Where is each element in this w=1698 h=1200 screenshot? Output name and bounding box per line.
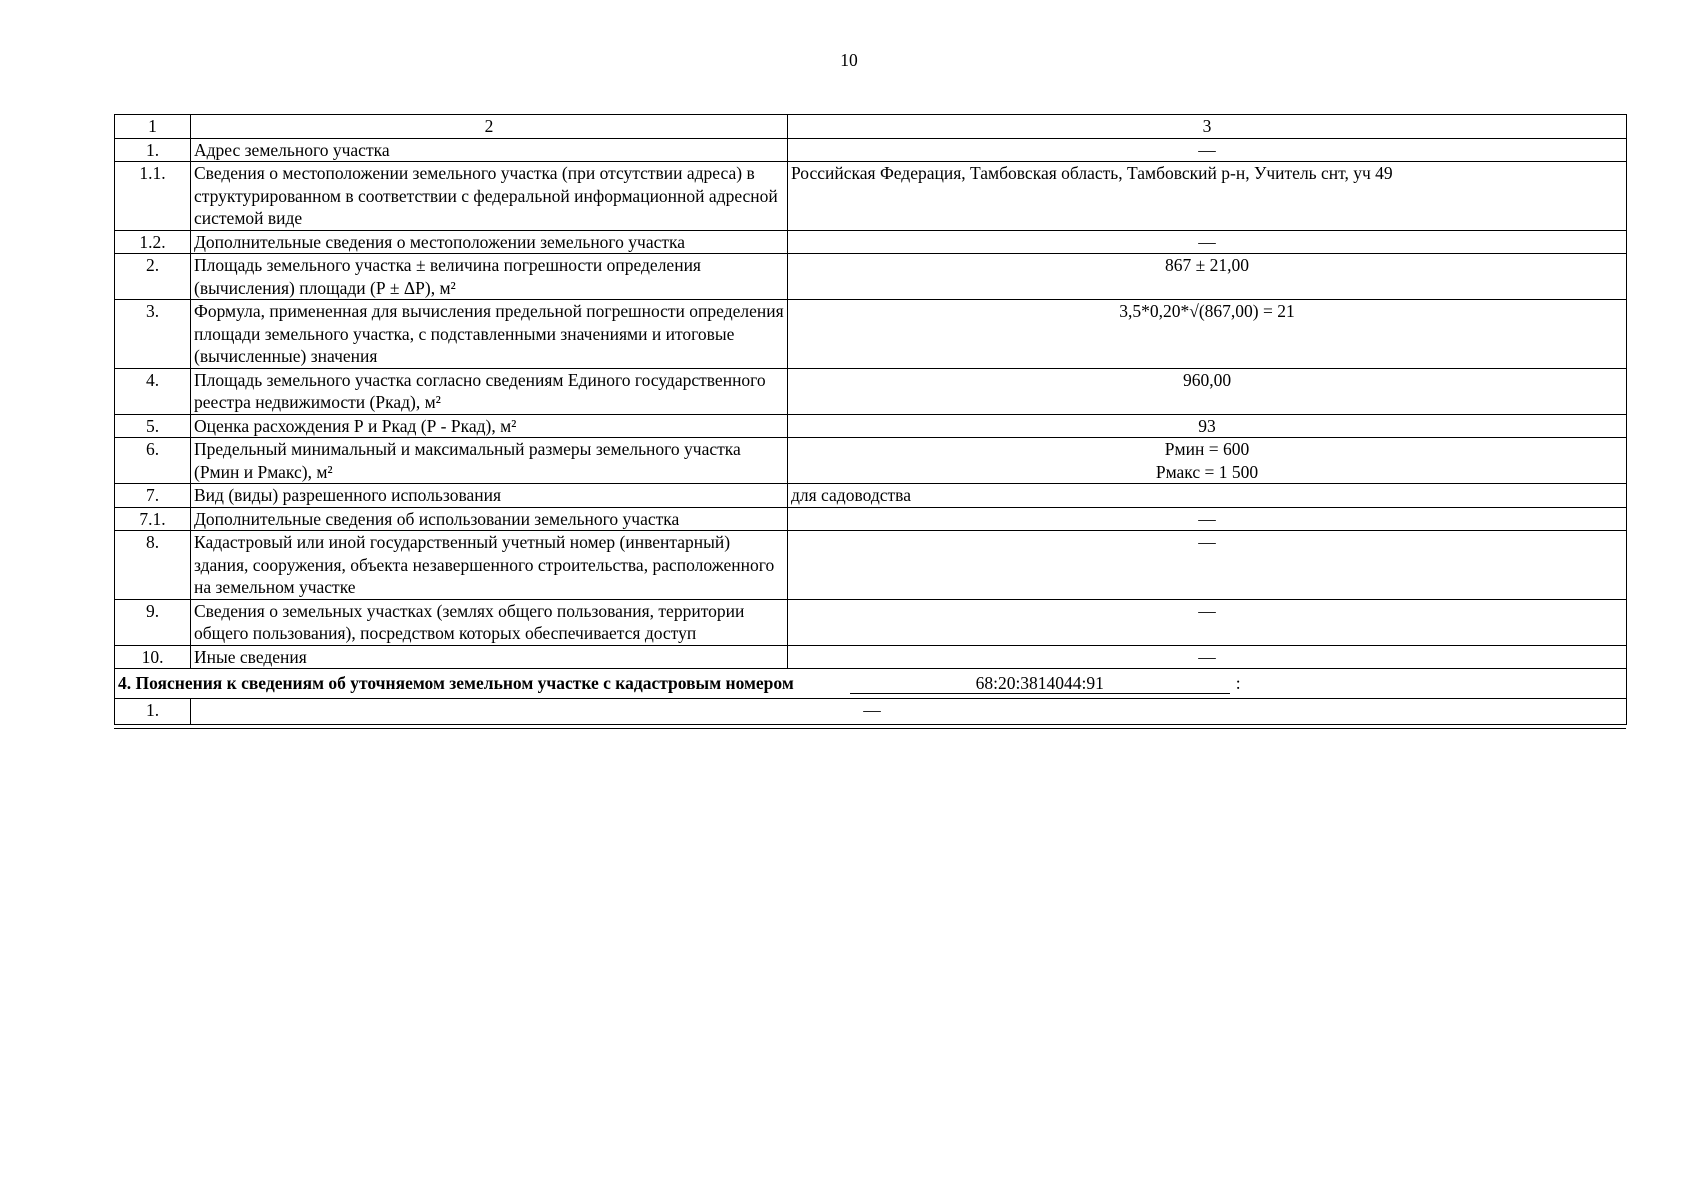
row-number: 1.1. [115,162,191,231]
table-row [115,531,1627,600]
row-number: 7. [115,484,191,508]
row-label: Формула, примененная для вычисления предельной погрешности определения площади земельного участка, с подставленными значениями и итоговые (вычисленные) значения [191,300,788,369]
table-row [115,162,1627,231]
table-row [115,138,1627,162]
row-value [788,438,1627,484]
header-col-1: 1 [115,115,191,139]
row-number: 1. [115,698,191,724]
table-row [115,645,1627,669]
page-number: 10 [840,50,858,70]
section-4-heading [115,669,1627,699]
land-plot-table [114,114,1627,725]
row-number: 8. [115,531,191,600]
row-number: 1.2. [115,230,191,254]
row-label: Дополнительные сведения о местоположении земельного участка [191,230,788,254]
row-value: 960,00 [788,368,1627,414]
row-number: 2. [115,254,191,300]
row-value: — [788,138,1627,162]
cadastral-colon: : [1235,673,1241,693]
row-label: Иные сведения [191,645,788,669]
table-row [115,230,1627,254]
section-4-row [115,698,1627,724]
row-label: Оценка расхождения Р и Ркад (Р - Ркад), м² [191,414,788,438]
row-label: Адрес земельного участка [191,138,788,162]
row-number: 10. [115,645,191,669]
section-4-title: 4. Пояснения к сведениям об уточняемом земельном участке с кадастровым номером [118,673,794,693]
table-row [115,300,1627,369]
table-row [115,438,1627,484]
row-number: 7.1. [115,507,191,531]
row-label: Площадь земельного участка согласно сведениям Единого государственного реестра недвижимости (Ркад), м² [191,368,788,414]
table-header-row [115,115,1627,139]
row-value: — [788,599,1627,645]
row-value: для садоводства [788,484,1627,508]
cadastral-number: 68:20:3814044:91 [850,673,1230,694]
row-number: 1. [115,138,191,162]
max-size-value: Рмакс = 1 500 [1155,461,1259,482]
row-number: 6. [115,438,191,484]
row-value: — [788,645,1627,669]
row-number: 5. [115,414,191,438]
table-row [115,507,1627,531]
row-label: Кадастровый или иной государственный учетный номер (инвентарный) здания, сооружения, объекта незавершенного строительства, расположенного на земельном участке [191,531,788,600]
table-bottom-rule [114,728,1626,729]
row-label: Дополнительные сведения об использовании земельного участка [191,507,788,531]
row-label: Сведения о местоположении земельного участка (при отсутствии адреса) в структурированном в соответствии с федеральной информационной адресной системой виде [191,162,788,231]
row-value: — [788,230,1627,254]
row-value: — [191,698,1627,724]
row-value: 93 [788,414,1627,438]
row-number: 4. [115,368,191,414]
table-row [115,484,1627,508]
row-value: 3,5*0,20*√(867,00) = 21 [788,300,1627,369]
row-label: Площадь земельного участка ± величина погрешности определения (вычисления) площади (Р ± ΔР), м² [191,254,788,300]
row-value: 867 ± 21,00 [788,254,1627,300]
table-row [115,414,1627,438]
header-col-3: 3 [788,115,1627,139]
row-label: Сведения о земельных участках (землях общего пользования, территории общего пользования), посредством которых обеспечивается доступ [191,599,788,645]
row-number: 3. [115,300,191,369]
table-row [115,254,1627,300]
row-value: Российская Федерация, Тамбовская область, Тамбовский р-н, Учитель снт, уч 49 [788,162,1627,231]
min-size-value: Рмин = 600 [1164,439,1250,459]
row-label: Вид (виды) разрешенного использования [191,484,788,508]
header-col-2: 2 [191,115,788,139]
cadastral-number-field [850,672,1241,695]
table-row [115,368,1627,414]
row-number: 9. [115,599,191,645]
section-4-heading-row [115,669,1627,699]
table-row [115,599,1627,645]
row-value: — [788,507,1627,531]
row-label: Предельный минимальный и максимальный размеры земельного участка (Рмин и Рмакс), м² [191,438,788,484]
row-value: — [788,531,1627,600]
